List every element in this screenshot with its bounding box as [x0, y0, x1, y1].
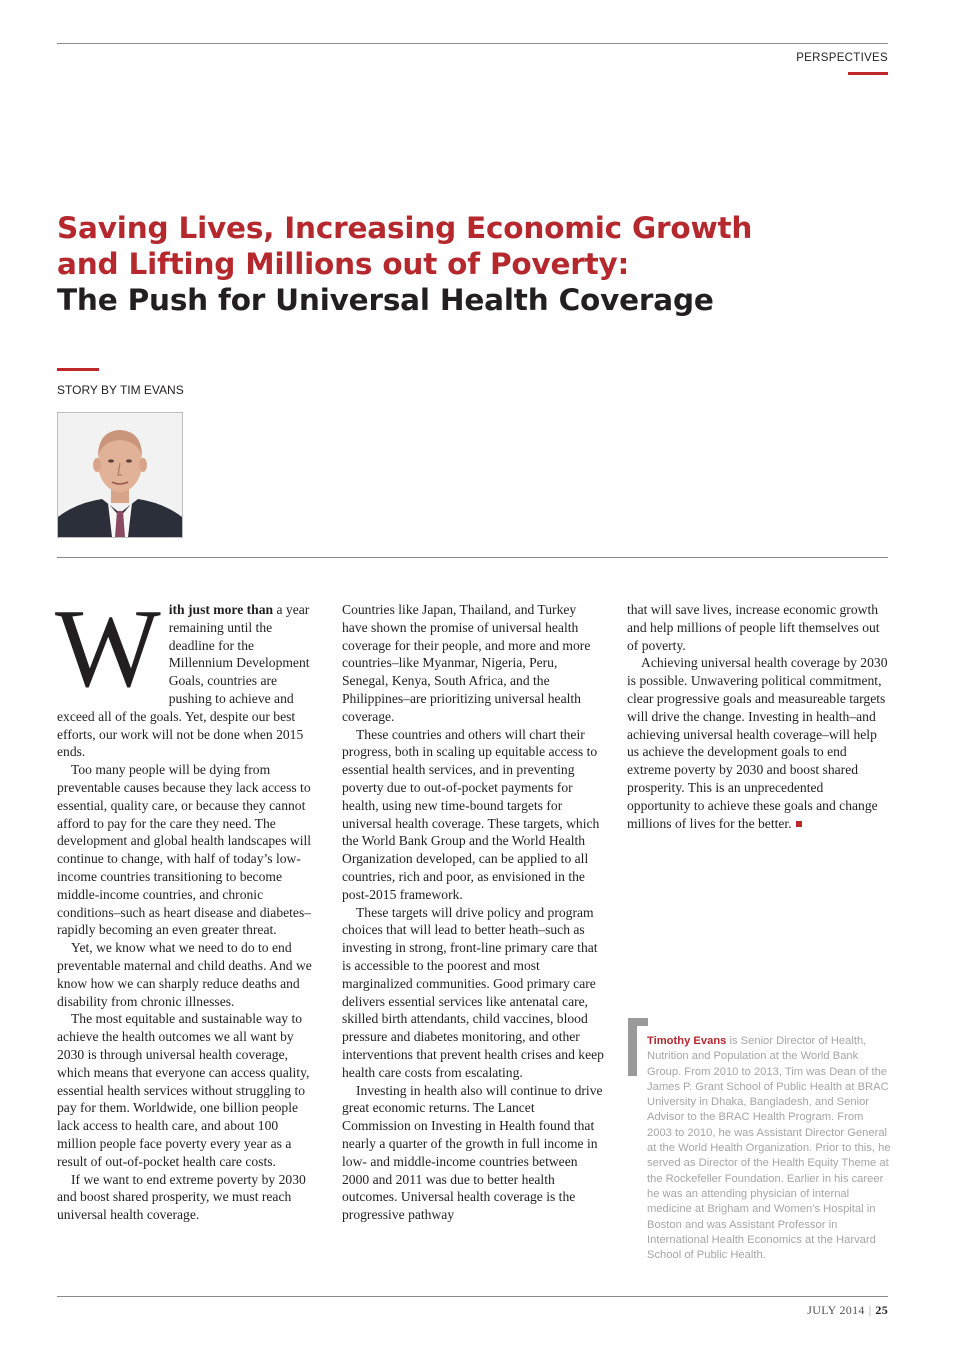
middle-rule [57, 557, 888, 558]
article-headline [57, 210, 752, 318]
issue-date: JULY 2014 [807, 1303, 865, 1317]
top-rule [57, 43, 888, 44]
article-column-2 [342, 601, 604, 1224]
article-column-1 [55, 587, 319, 1224]
headline-subtitle: The Push for Universal Health Coverage [57, 283, 714, 317]
byline-prefix: STORY BY [57, 383, 117, 397]
bottom-rule [57, 1296, 888, 1297]
byline-accent-bar [57, 368, 99, 371]
end-of-article-square-icon [796, 821, 802, 827]
byline-author: TIM EVANS [119, 383, 184, 397]
folio-separator: | [868, 1303, 872, 1317]
paragraph-text: a year remaining until the deadline for the Millennium Development Goals, countries are pushing to achieve and exceed all of the goals. Yet, despite our best efforts, our work will not be done when 2015 ends. [57, 602, 310, 760]
article-paragraph: If we want to end extreme poverty by 2030 and boost shared prosperity, we must reach universal health coverage. [57, 1171, 306, 1223]
article-paragraph: Yet, we know what we need to do to end preventable maternal and child deaths. And we know how we can sharply reduce deaths and disability from chronic illnesses. [57, 940, 312, 1009]
article-paragraph: that will save lives, increase economic growth and help millions of people lift themselves out of poverty. [627, 602, 880, 653]
section-label: PERSPECTIVES [796, 52, 888, 64]
author-photo [57, 412, 183, 538]
author-bio [647, 1034, 891, 1263]
lead-in: ith just more than [168, 602, 274, 617]
article-paragraph: These countries and others will chart their progress, both in scaling up equitable access to essential health services, and in preventing poverty due to out-of-pocket payments for health, using new time-bound targets for universal health coverage. These targets, which the World Bank Group and the World Health Organization developed, can be applied to all countries, rich and poor, as envisioned in the post-2015 framework. [342, 726, 600, 902]
headline-line-1: Saving Lives, Increasing Economic Growth [57, 211, 753, 245]
paragraph-text: Achieving universal health coverage by 2030 is possible. Unwavering political commitment, clear progressive goals and measureable targets will drive the change. Investing in health–and achieving universal health coverage–will help us achieve the development goals to end extreme poverty by 2030 and boost shared prosperity. This is an unprecedented opportunity to achieve these goals and change millions of lives for the better. [627, 655, 888, 831]
bio-bracket-top [628, 1018, 648, 1026]
headline-line-2: and Lifting Millions out of Poverty: [57, 247, 630, 281]
bio-bracket-bar [628, 1018, 637, 1076]
article-paragraph: These targets will drive policy and program choices that will lead to better heath–such as investing in strong, front-line primary care that is accessible to the poorest and most marginalized communities. Good primary care delivers essential services like antenatal care, skilled birth attendants, child vaccines, blood pressure and diabetes monitoring, and other interventions that prevent health crises and keep health care costs from escalating. [342, 904, 604, 1080]
bio-text: is Senior Director of Health, Nutrition and Population at the World Bank Group. From 2010 to 2013, Tim was Dean of the James P. Grant School of Public Health at BRAC University in Dhaka, Bangladesh, and Senior Advisor to the BRAC Health Program. From 2003 to 2010, he was Assistant Director General at the World Health Organization. Prior to this, he served as Director of the Health Equity Theme at the Rockefeller Foundation. Earlier in his career he was an attending physician of internal medicine at Brigham and Women’s Hospital in Boston and was Assistant Professor in International Health Economics at the Harvard School of Public Health. [647, 1035, 891, 1262]
article-paragraph [55, 587, 319, 761]
article-paragraph: Too many people will be dying from preventable causes because they lack access to essential, quality care, or because they cannot afford to pay for the care they need. The development and global health landscapes will continue to change, with half of today’s low-income countries transitioning to become middle-income countries, and chronic conditions–such as heart disease and diabetes–rapidly becoming an even greater threat. [57, 762, 312, 938]
article-paragraph [627, 654, 889, 832]
article-paragraph: Countries like Japan, Thailand, and Turkey have shown the promise of universal health coverage for their people, and more and more countries–like Myanmar, Nigeria, Peru, Senegal, Kenya, South Africa, and the Philippines–are prioritizing universal health coverage. [342, 602, 591, 724]
article-paragraph: Investing in health also will continue to drive great economic returns. The Lancet Commission on Investing in Health found that nearly a quarter of the growth in full income in low- and middle-income countries between 2000 and 2011 was due to better health outcomes. Universal health coverage is the progressive pathway [342, 1082, 603, 1223]
article-paragraph: The most equitable and sustainable way to achieve the health outcomes we all want by 2030 is through universal health coverage, which means that everyone can access quality, essential health services without struggling to pay for them. Worldwide, one billion people lack access to health care, and about 100 million people face poverty every year as a result of out-of-pocket health care costs. [57, 1011, 310, 1169]
page-folio [807, 1303, 888, 1318]
drop-cap: W [55, 587, 161, 711]
bio-name: Timothy Evans [647, 1035, 727, 1047]
article-column-3 [627, 601, 889, 832]
author-portrait-graphic [58, 413, 182, 537]
section-accent-bar [848, 72, 888, 75]
byline [57, 383, 184, 397]
page-number: 25 [875, 1303, 888, 1317]
